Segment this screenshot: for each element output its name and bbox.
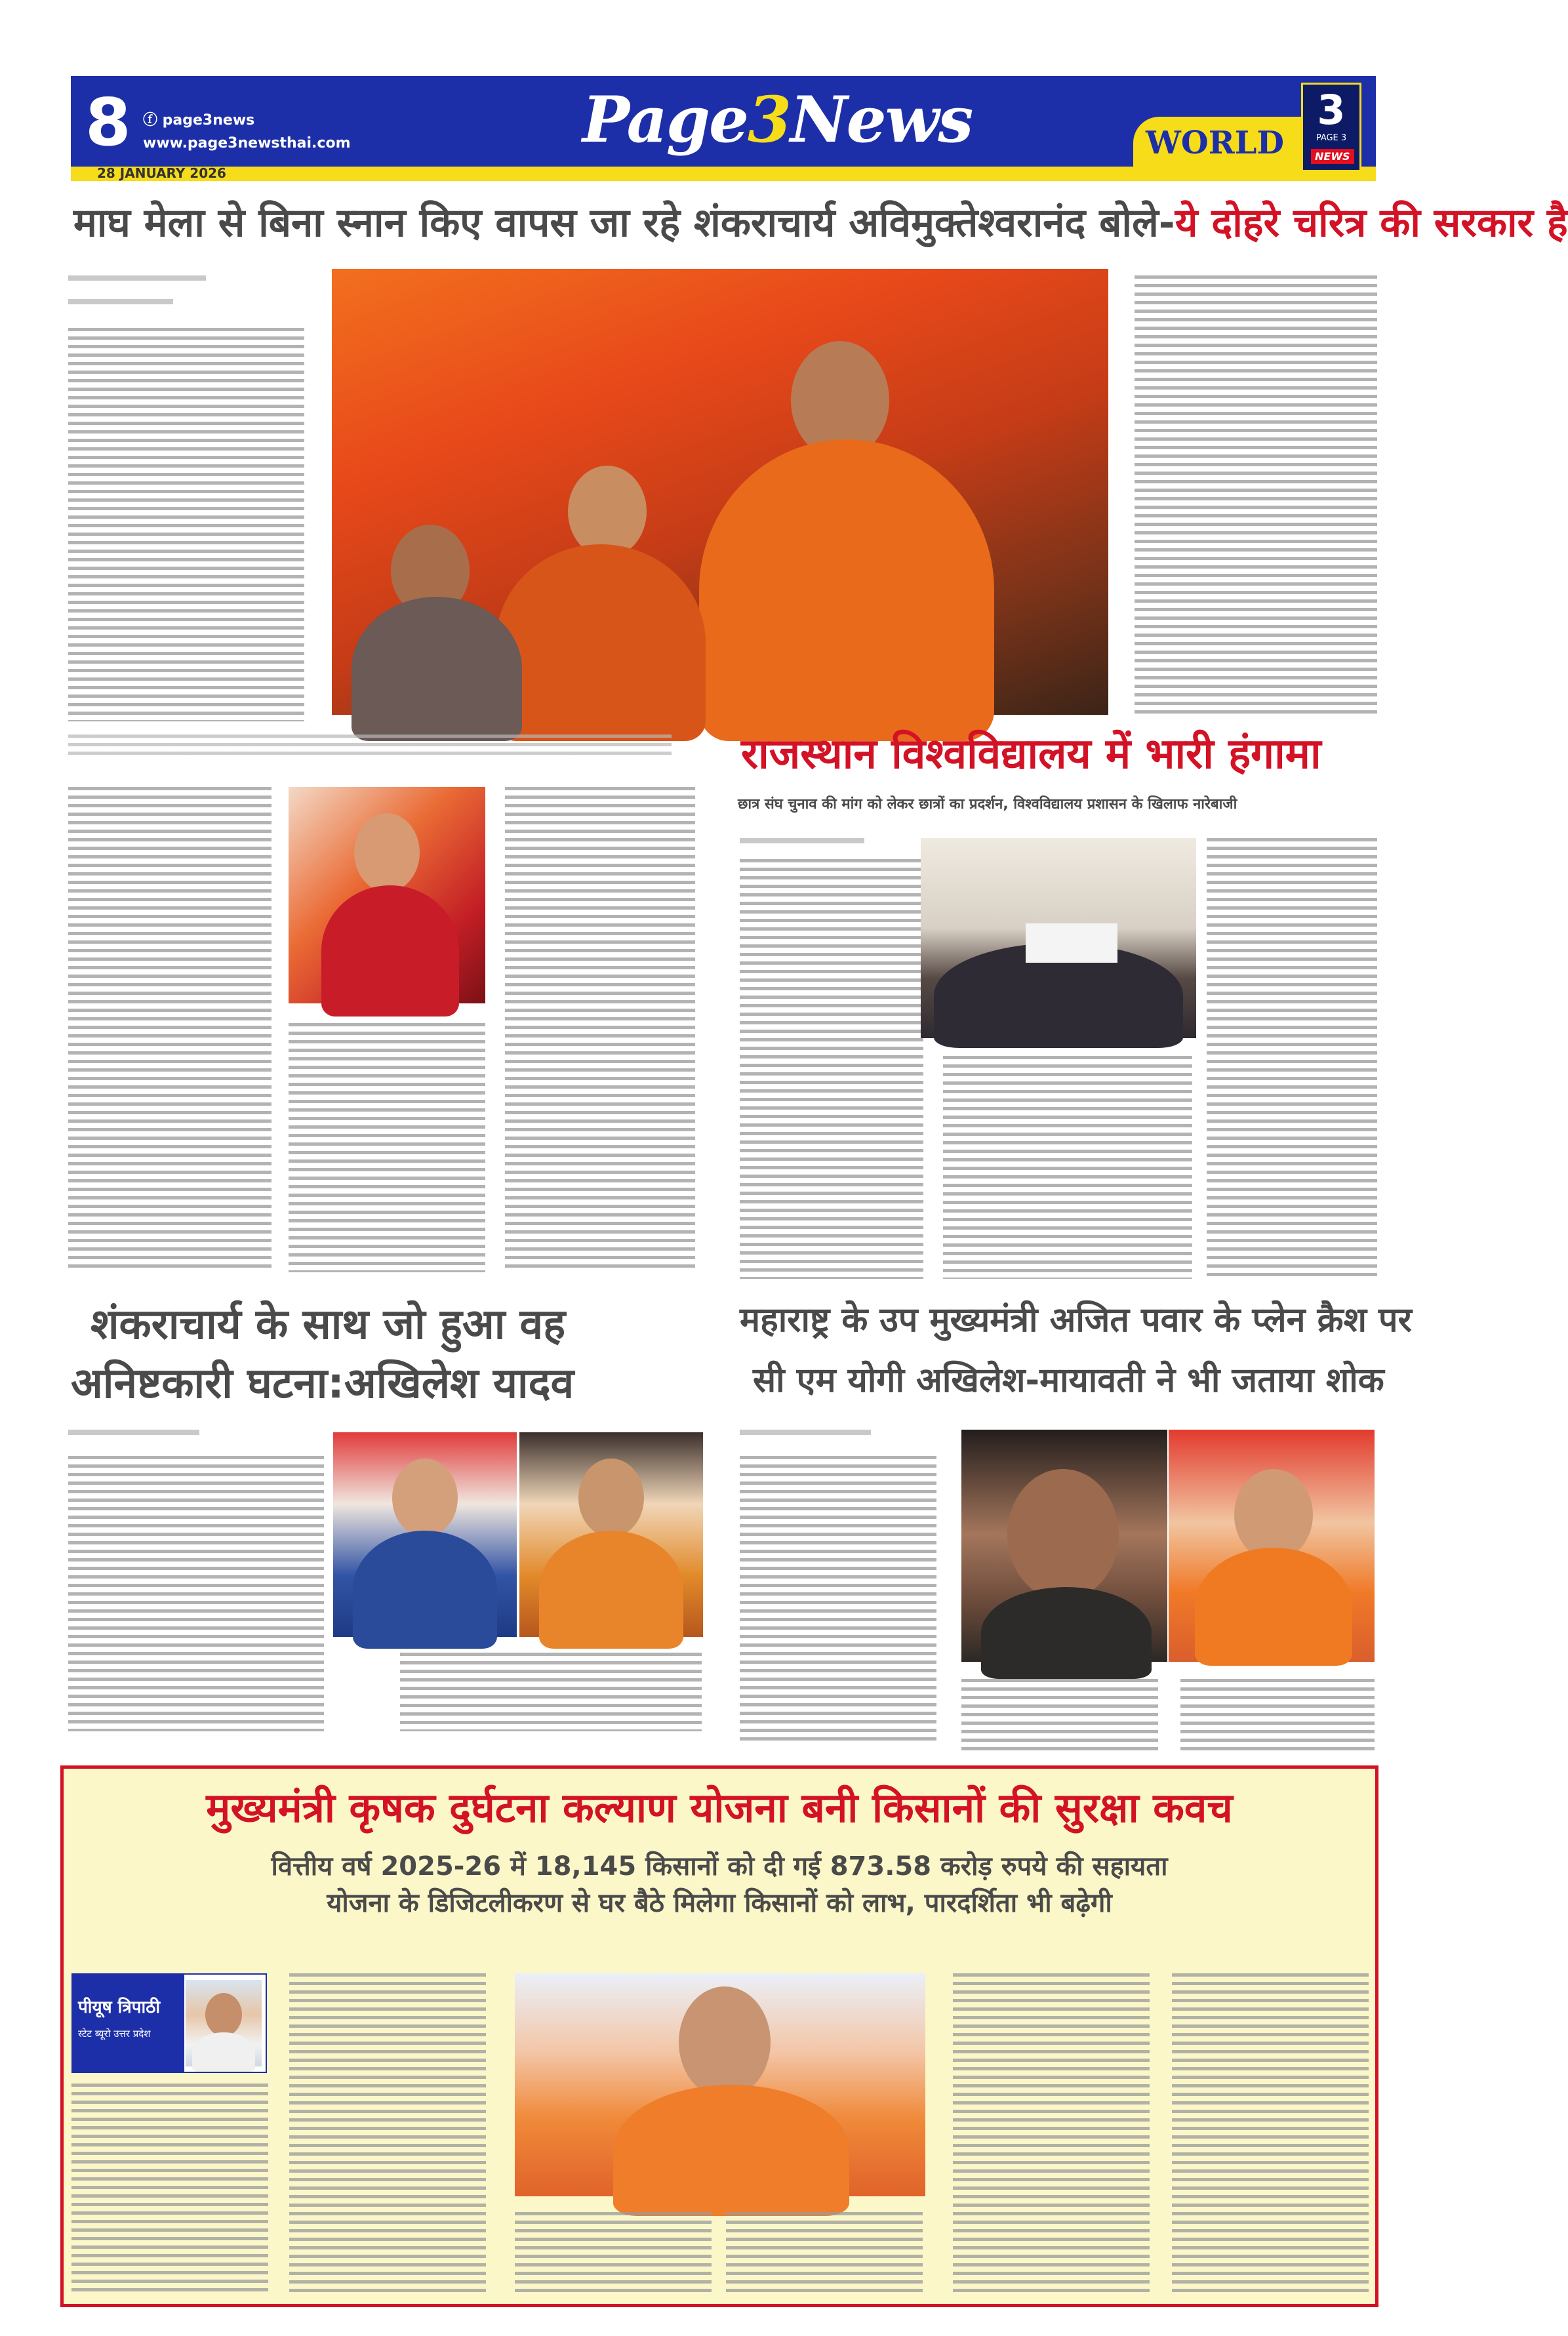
website-link[interactable]: www.page3newsthai.com [143, 135, 351, 151]
author-name: पीयूष त्रिपाठी [78, 1998, 161, 2017]
story3-text-col2 [400, 1653, 702, 1731]
speaker-photo [289, 787, 485, 1003]
page-number: 8 [85, 84, 131, 161]
story4-text-col3 [1180, 1679, 1375, 1751]
feature-text-col2 [289, 1973, 486, 2295]
feature-text-col6 [1172, 1973, 1369, 2295]
author-tag [71, 1973, 267, 2073]
social-handle[interactable] [143, 109, 254, 129]
feature-headline: मुख्यमंत्री कृषक दुर्घटना कल्याण योजना बनी किसानों की सुरक्षा कवच [206, 1784, 1233, 1832]
issue-date: 28 JANUARY 2026 [97, 165, 226, 181]
page3news-logo: Page3News [582, 83, 973, 157]
badge-number: 3 [1317, 86, 1346, 134]
feature-text-col5 [953, 1973, 1150, 2295]
author-designation: स्टेट ब्यूरो उत्तर प्रदेश [78, 2028, 151, 2040]
akhilesh-photo [333, 1432, 517, 1637]
story1-byline-2 [68, 299, 173, 304]
badge-sub: PAGE 3 [1316, 133, 1347, 143]
ajit-pawar-photo [961, 1430, 1167, 1662]
story4-text-col2 [961, 1679, 1158, 1751]
feature-text-col4 [726, 2212, 923, 2295]
section-label: WORLD [1146, 125, 1284, 161]
handle-text: page3news [162, 112, 255, 129]
left-text-col1 [68, 787, 271, 1272]
feature-subhead-2: योजना के डिजिटलीकरण से घर बैठे मिलेगा किसानों को लाभ, पारदर्शिता भी बढ़ेगी [327, 1888, 1112, 1918]
story2-text-col2 [943, 1056, 1192, 1279]
badge-news: NEWS [1311, 149, 1354, 164]
story2-headline: राजस्थान विश्वविद्यालय में भारी हंगामा [741, 730, 1321, 778]
feature-text-col1 [71, 2084, 268, 2293]
page3-badge [1301, 83, 1361, 172]
story4-headline-2: सी एम योगी अखिलेश-मायावती ने भी जताया शोक [753, 1361, 1384, 1400]
story4-byline [740, 1430, 871, 1435]
story3-headline-2: अनिष्टकारी घटना:अखिलेश यादव [71, 1359, 574, 1408]
feature-photo [515, 1973, 925, 2196]
story2-byline [740, 838, 864, 843]
story1-byline [68, 275, 206, 281]
facebook-icon: ⓕ [143, 112, 163, 129]
story2-subhead: छात्र संघ चुनाव की मांग को लेकर छात्रों का प्रदर्शन, विश्वविद्यालय प्रशासन के खिलाफ नारेबाजी [738, 796, 1237, 813]
feature-text-col3 [515, 2212, 712, 2295]
left-text-col3 [505, 787, 695, 1272]
story2-text-col3 [1207, 838, 1377, 1278]
story1-photo [332, 269, 1108, 715]
author-photo [186, 1980, 262, 2066]
feature-box [60, 1765, 1378, 2307]
section-tab [1133, 117, 1310, 167]
faded-headline [68, 735, 672, 758]
story3-byline [68, 1430, 199, 1435]
story4-text-col1 [740, 1456, 936, 1744]
left-text-col2 [289, 1023, 485, 1272]
story2-photo [921, 838, 1196, 1038]
story4-headline-1: महाराष्ट्र के उप मुख्यमंत्री अजित पवार के प्लेन क्रैश पर [740, 1300, 1412, 1340]
story2-text-col1 [740, 859, 923, 1279]
story1-headline: माघ मेला से बिना स्नान किए वापस जा रहे शंकराचार्य अविमुक्तेश्वरानंद बोले-ये दोहरे चरित्र की सरकार है [73, 200, 1568, 246]
feature-subhead-1: वित्तीय वर्ष 2025-26 में 18,145 किसानों को दी गई 873.58 करोड़ रुपये की सहायता [271, 1851, 1168, 1882]
masthead [71, 76, 1376, 181]
masthead-band [71, 167, 1376, 181]
shankaracharya-photo [519, 1432, 703, 1637]
yogi-photo [1169, 1430, 1375, 1662]
story1-text-col1 [68, 328, 304, 721]
story3-headline-1: शंकराचार्य के साथ जो हुआ वह [90, 1300, 566, 1349]
story3-text-col1 [68, 1456, 324, 1731]
story1-text-col2 [1135, 275, 1377, 715]
